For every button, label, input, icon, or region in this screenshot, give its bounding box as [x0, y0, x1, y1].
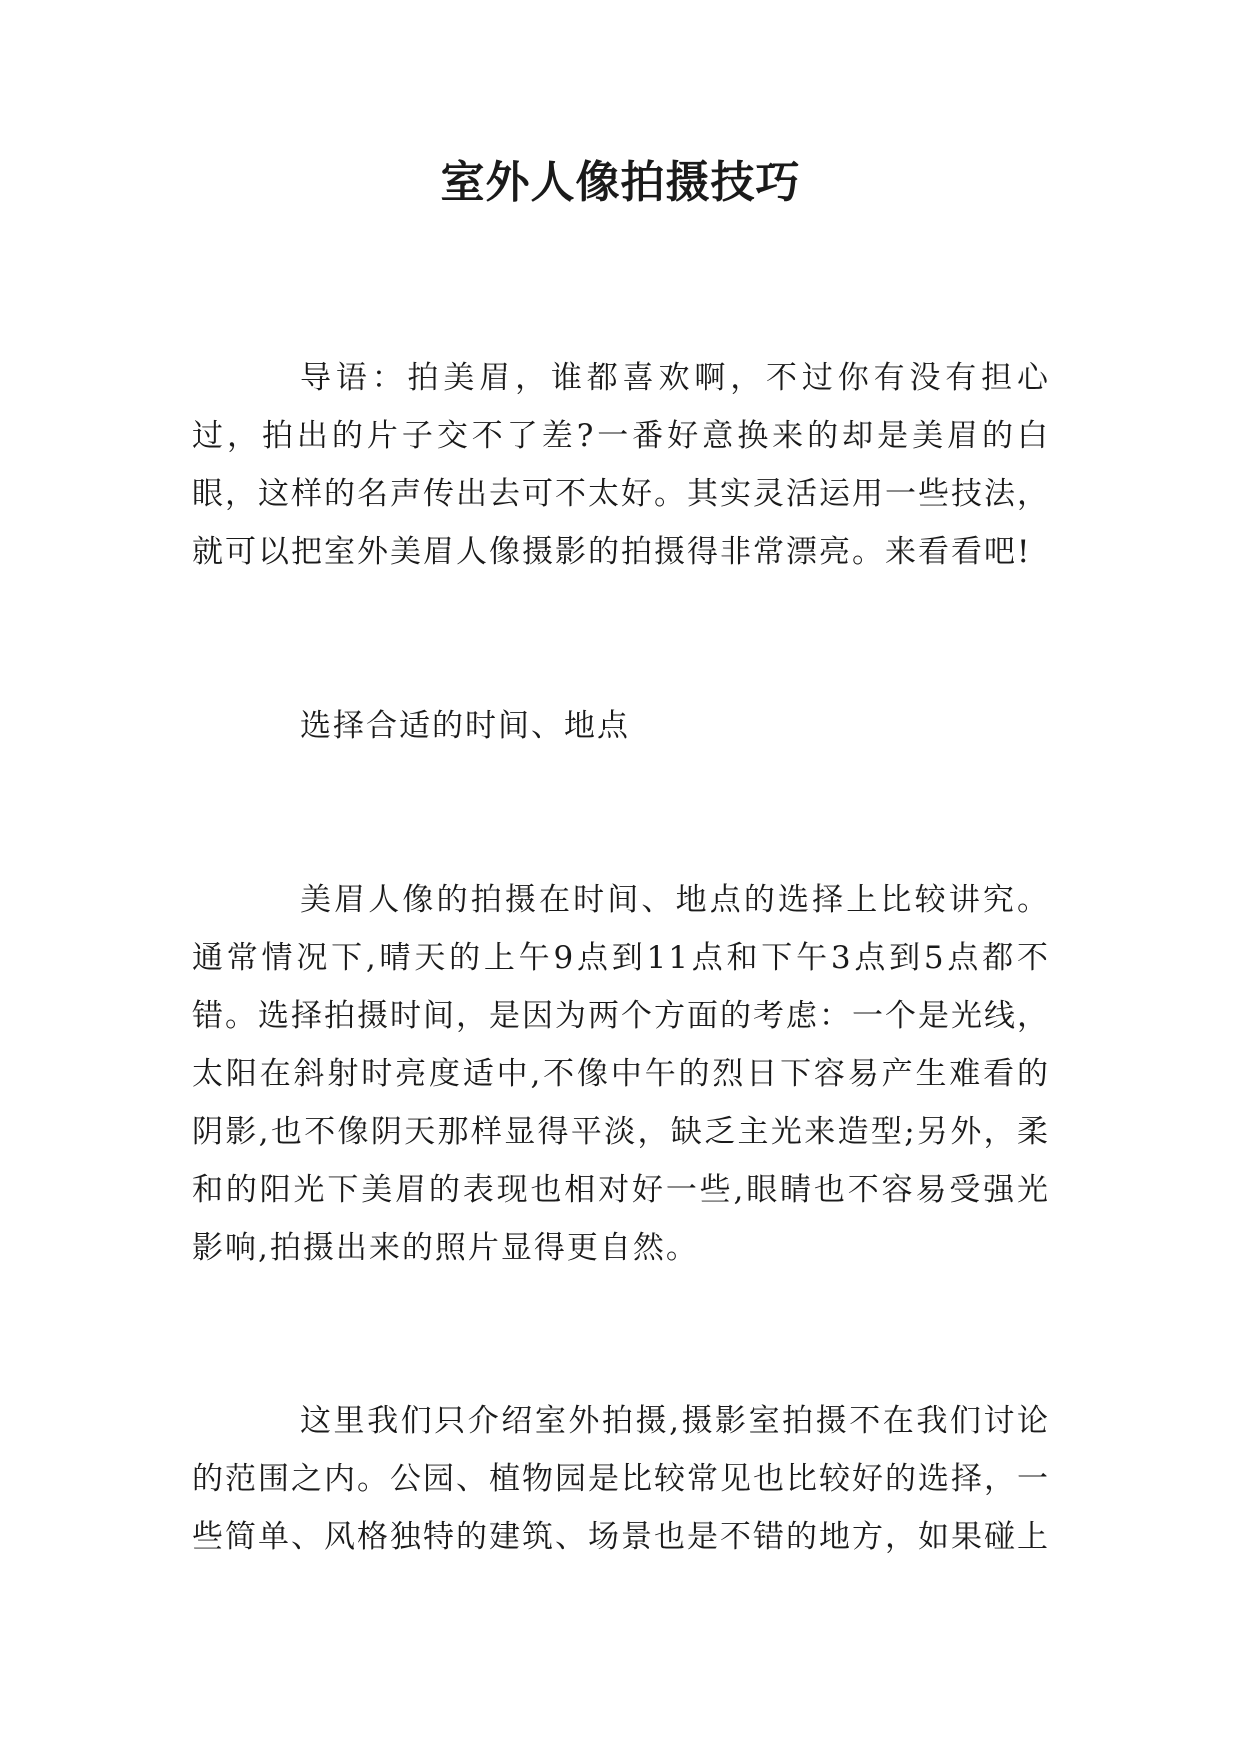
intro-paragraph: 导语：拍美眉，谁都喜欢啊，不过你有没有担心过，拍出的片子交不了差?一番好意换来的却是美眉的白眼，这样的名声传出去可不太好。其实灵活运用一些技法，就可以把室外美眉人像摄影的拍摄得非常漂亮。来看看吧! — [192, 360, 1050, 570]
page-title: 室外人像拍摄技巧 — [440, 157, 801, 208]
section-heading: 选择合适的时间、地点 — [300, 708, 630, 744]
body-paragraph: 美眉人像的拍摄在时间、地点的选择上比较讲究。通常情况下,晴天的上午9点到11点和下午3点到5点都不错。选择拍摄时间，是因为两个方面的考虑：一个是光线，太阳在斜射时亮度适中,不像中午的烈日下容易产生难看的阴影,也不像阴天那样显得平淡，缺乏主光来造型;另外，柔和的阳光下美眉的表现也相对好一些,眼睛也不容易受强光影响,拍摄出来的照片显得更自然。 — [192, 882, 1050, 1266]
body-paragraph: 这里我们只介绍室外拍摄,摄影室拍摄不在我们讨论的范围之内。公园、植物园是比较常见也比较好的选择，一些简单、风格独特的建筑、场景也是不错的地方，如果碰上 — [192, 1403, 1050, 1555]
